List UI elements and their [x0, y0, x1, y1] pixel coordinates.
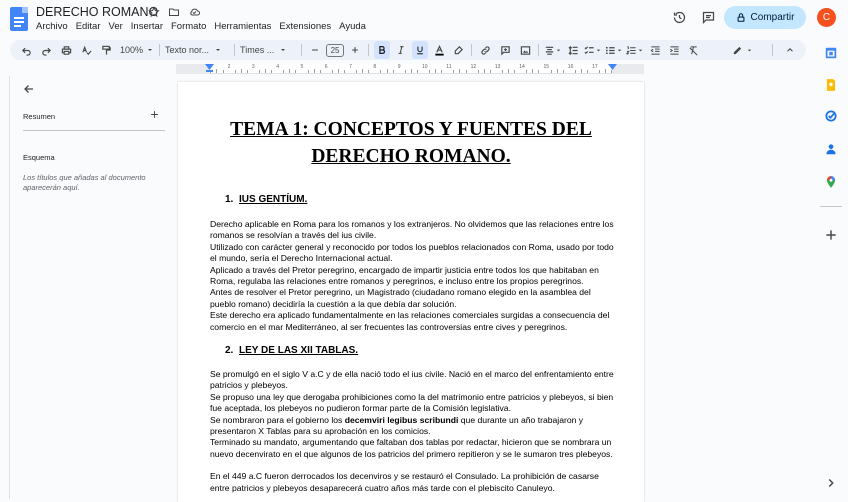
menu-ayuda[interactable]: Ayuda: [339, 21, 366, 32]
ruler-tick: [599, 70, 600, 73]
page-title: [178, 116, 644, 170]
ruler-tick: [332, 70, 333, 73]
ruler-tick: [484, 69, 485, 73]
ruler-tick: [514, 70, 515, 73]
bulleted-list-icon[interactable]: [605, 41, 623, 59]
ruler-number: 16: [567, 64, 574, 70]
italic-button[interactable]: [393, 41, 409, 59]
vertical-ruler[interactable]: [0, 76, 10, 499]
insert-link-icon[interactable]: [477, 41, 493, 59]
paint-format-icon[interactable]: [98, 41, 114, 59]
text-color-button[interactable]: [431, 41, 447, 59]
ruler-tick: [459, 69, 460, 73]
paragraph: [210, 415, 615, 438]
ruler-tick: [362, 69, 363, 73]
formatting-toolbar: [10, 40, 806, 60]
underline-icon: [415, 45, 425, 55]
caret-down-icon: [214, 46, 222, 54]
version-history-icon[interactable]: [672, 10, 687, 30]
keep-icon[interactable]: [824, 78, 838, 92]
undo-icon[interactable]: [18, 41, 34, 59]
left-indent-marker-icon[interactable]: [205, 64, 214, 72]
ruler-tick: [557, 69, 558, 73]
ruler-tick: [575, 70, 576, 73]
ruler-tick: [435, 69, 436, 73]
ruler-tick: [405, 70, 406, 73]
zoom-select[interactable]: [120, 41, 154, 59]
divider: [368, 44, 369, 56]
line-spacing-icon[interactable]: [565, 41, 581, 59]
contacts-icon[interactable]: [824, 142, 838, 156]
divider: [159, 44, 160, 56]
summary-label: Resumen: [23, 112, 56, 121]
section-number: 2.: [225, 345, 234, 356]
paragraph: Aplicado a través del Pretor peregrino, encargado de impartir justicia entre todos los que habitaban en Roma, regulaba las relaciones entre romanos y peregrinos, e incluso entre los propios peregrinos.: [210, 264, 599, 287]
collapse-menus-icon[interactable]: [782, 41, 798, 59]
horizontal-ruler[interactable]: [176, 64, 644, 74]
redo-icon[interactable]: [38, 41, 54, 59]
document-title[interactable]: DERECHO ROMANO: [36, 5, 159, 19]
outline-hint: Los títulos que añadas al documento aparecerán aquí.: [23, 173, 146, 192]
lock-icon: [736, 12, 746, 23]
ruler-tick: [235, 70, 236, 73]
ruler-tick: [538, 70, 539, 73]
ruler-tick: [241, 69, 242, 73]
ruler-number: 2: [227, 64, 231, 70]
menu-ver[interactable]: Ver: [108, 21, 123, 32]
zoom-value: 100%: [120, 45, 144, 55]
numbered-list-icon[interactable]: [626, 41, 644, 59]
ruler-tick: [393, 70, 394, 73]
text-run: Se nombraron para el gobierno los: [210, 414, 345, 425]
star-icon[interactable]: [147, 5, 161, 19]
section-heading-1: [225, 194, 307, 205]
ruler-tick: [320, 70, 321, 73]
document-page[interactable]: [178, 82, 644, 502]
ruler-number: 12: [470, 64, 477, 70]
pencil-icon: [732, 45, 743, 56]
menu-formato[interactable]: Formato: [171, 21, 207, 32]
ruler-tick: [453, 70, 454, 73]
italic-icon: [396, 45, 406, 55]
share-label: Compartir: [750, 12, 795, 23]
bold-icon: [377, 45, 387, 55]
caret-down-icon: [616, 47, 623, 54]
caret-down-icon: [555, 47, 562, 54]
decrease-indent-icon[interactable]: [647, 41, 663, 59]
add-comment-icon[interactable]: [497, 41, 513, 59]
font-family-select[interactable]: [240, 41, 296, 59]
back-arrow-icon[interactable]: [23, 82, 35, 98]
insert-image-icon[interactable]: [517, 41, 533, 59]
text-run: que durante un año trabajaron y presentaron X Tablas para su aprobación en los comicios.: [210, 414, 584, 437]
title-line-1: TEMA 1: CONCEPTOS Y FUENTES DEL: [230, 119, 592, 140]
ruler-tick: [551, 70, 552, 73]
paragraph-style-value: Texto nor...: [165, 45, 210, 55]
divider: [772, 44, 773, 56]
ruler-number: 14: [519, 64, 525, 70]
ruler-number: 6: [324, 64, 328, 70]
outline-label: Esquema: [23, 153, 55, 162]
ruler-tick: [368, 70, 369, 73]
increase-font-size-icon[interactable]: [347, 41, 363, 59]
ruler-tick: [429, 70, 430, 73]
ruler-tick: [271, 70, 272, 73]
paragraph: En el 449 a.C fueron derrocados los decenviros y se restauró el Consulado. La prohibición de casarse entre patricios y plebeyos desaparecerá cuatro años más tarde con el plebiscito Canuleyo.: [210, 471, 599, 493]
ruler-tick: [508, 69, 509, 73]
menu-herramientas[interactable]: Herramientas: [214, 21, 272, 32]
ruler-tick: [387, 69, 388, 73]
ruler-tick: [411, 69, 412, 73]
maps-icon[interactable]: [824, 175, 838, 189]
ruler-tick: [563, 70, 564, 73]
spellcheck-icon[interactable]: [78, 41, 94, 59]
align-icon[interactable]: [544, 41, 562, 59]
ruler-number: 8: [373, 64, 377, 70]
underline-button[interactable]: [412, 41, 428, 59]
caret-down-icon: [746, 47, 753, 54]
ruler-tick: [587, 70, 588, 73]
menu-archivo[interactable]: Archivo: [36, 21, 68, 32]
checklist-icon[interactable]: [584, 41, 602, 59]
divider: [23, 130, 165, 131]
tasks-icon[interactable]: [824, 109, 838, 123]
ruler-number: 5: [300, 64, 304, 70]
increase-indent-icon[interactable]: [666, 41, 682, 59]
caret-down-icon: [279, 46, 287, 54]
divider: [234, 44, 235, 56]
section-title: LEY DE LAS XII TABLAS.: [239, 345, 359, 356]
ruler-tick: [380, 70, 381, 73]
ruler-tick: [502, 70, 503, 73]
ruler-tick: [344, 70, 345, 73]
ruler-tick: [308, 70, 309, 73]
bold-button[interactable]: [374, 41, 390, 59]
comments-icon[interactable]: [701, 10, 716, 30]
section-2-body: [210, 369, 615, 494]
ruler-tick: [216, 69, 217, 73]
paragraph: Se promulgó en el siglo V a.C y de ella nació todo el ius civile. Nació en el marco del enfrentamiento entre patricios y plebeyos.: [210, 369, 614, 391]
menu-insertar[interactable]: Insertar: [130, 21, 163, 32]
divider: [301, 44, 302, 56]
ruler-number: 10: [422, 64, 428, 70]
highlight-color-icon[interactable]: [450, 41, 466, 59]
ruler-number: 7: [349, 64, 352, 70]
paragraph: Utilizado con carácter general y reconocido por todos los pueblos relacionados con Roma, usado por todo el mundo, sería el Derecho Internacional actual.: [210, 241, 614, 264]
paragraph: Derecho aplicable en Roma para los romanos y los extranjeros. No olvidemos que las relaciones entre los romanos se resolvían a través del ius civile.: [210, 219, 614, 241]
ruler-tick: [289, 69, 290, 73]
caret-down-icon: [637, 47, 644, 54]
ruler-tick: [526, 70, 527, 73]
print-icon[interactable]: [58, 41, 74, 59]
right-indent-marker-icon[interactable]: [608, 64, 617, 72]
text-color-icon: [434, 45, 445, 56]
top-bar: [0, 0, 848, 38]
ruler-tick: [417, 70, 418, 73]
font-size-input[interactable]: 25: [326, 44, 344, 57]
paragraph: Terminado su mandato, argumentando que faltaban dos tablas por redactar, hicieron que se nombrara un nuevo decenvirato en el que algunos de los patricios del primero repitieron y se le sumaron tres plebeyos.: [210, 437, 613, 459]
ruler-tick: [532, 69, 533, 73]
divider: [538, 44, 539, 56]
menu-bar: [36, 21, 366, 32]
title-line-2: DERECHO ROMANO.: [311, 146, 511, 167]
ruler-tick: [314, 69, 315, 73]
caret-down-icon: [595, 47, 602, 54]
divider: [820, 206, 842, 207]
paragraph: Se propuso una ley que derogaba prohibiciones como la del matrimonio entre patricios y plebeyos, si bien fue aceptada, los plebeyos no pudieron formar parte de la Comisión legislativa.: [210, 391, 614, 414]
section-number: 1.: [225, 194, 234, 205]
ruler-tick: [283, 70, 284, 73]
docs-logo-icon[interactable]: [10, 7, 28, 31]
ruler-tick: [247, 70, 248, 73]
menu-editar[interactable]: Editar: [75, 21, 101, 32]
share-button[interactable]: [724, 6, 806, 29]
ruler-tick: [295, 70, 296, 73]
ruler-tick: [605, 69, 606, 73]
menu-extensiones[interactable]: Extensiones: [279, 21, 332, 32]
get-add-ons-icon[interactable]: [824, 228, 838, 242]
ruler-number: 17: [592, 64, 598, 70]
section-1-body: [210, 219, 615, 333]
caret-down-icon: [146, 46, 154, 54]
side-panel-rail: [815, 38, 848, 499]
ruler-tick: [441, 70, 442, 73]
ruler-tick: [259, 70, 260, 73]
paragraph-style-select[interactable]: [165, 41, 229, 59]
section-title: IUS GENTÍUM.: [239, 194, 308, 205]
ruler-tick: [466, 70, 467, 73]
ruler-number: 15: [543, 64, 550, 70]
ruler-tick: [490, 70, 491, 73]
move-folder-icon[interactable]: [167, 5, 181, 19]
cloud-status-icon[interactable]: [187, 5, 201, 19]
calendar-icon[interactable]: [824, 46, 838, 60]
document-outline-panel: [10, 76, 170, 499]
ruler-number: 3: [251, 64, 255, 70]
ruler-number: 11: [446, 64, 452, 70]
ruler-number: 9: [397, 64, 401, 70]
avatar[interactable]: C: [817, 8, 836, 27]
ruler-tick: [265, 69, 266, 73]
clear-formatting-icon[interactable]: [685, 41, 701, 59]
ruler-tick: [338, 69, 339, 73]
ruler-tick: [478, 70, 479, 73]
decrease-font-size-icon[interactable]: [307, 41, 323, 59]
paragraph: Antes de resolver el Pretor peregrino, un Magistrado (ciudadano romano elegido en la asamblea del pueblo romano) decidiría la cuestión a la que debía dar solución.: [210, 287, 591, 309]
bold-text-run: decemviri legibus scribundi: [344, 414, 459, 425]
font-family-value: Times ...: [240, 45, 275, 55]
divider: [471, 44, 472, 56]
paragraph: Este derecho era aplicado fundamentalmente en las relaciones comerciales surgidas a consecuencia del comercio en el mar Mediterráneo, al ser frecuentes las controversias entre cives y peregrinos.: [210, 310, 610, 332]
add-summary-icon[interactable]: [150, 108, 159, 122]
ruler-number: 4: [276, 64, 279, 70]
ruler-tick: [356, 70, 357, 73]
section-heading-2: [225, 345, 358, 356]
ruler-number: 13: [494, 64, 501, 70]
ruler-tick: [223, 70, 224, 73]
editing-mode-button[interactable]: [732, 41, 753, 59]
show-side-panel-icon[interactable]: [824, 476, 838, 490]
ruler-tick: [581, 69, 582, 73]
